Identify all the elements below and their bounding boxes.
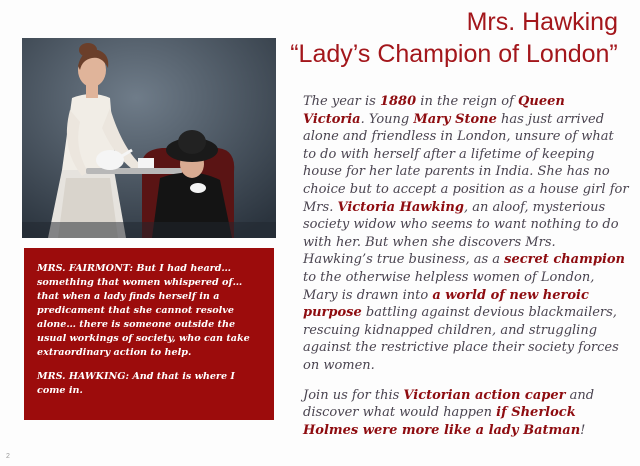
text-run: and discover what would happen <box>303 387 595 421</box>
highlight-secret-champion: secret champion <box>504 252 626 268</box>
text-run: The year is <box>303 94 380 109</box>
text-run: . Young <box>360 111 414 127</box>
production-photo <box>22 38 276 238</box>
slide-subtitle: “Lady’s Champion of London” <box>290 40 618 68</box>
page-number: 2 <box>6 453 10 460</box>
highlight-lady-batman: if Sherlock Holmes were more like a lady Batman <box>303 405 581 438</box>
highlight-queen-victoria: Queen Victoria <box>303 94 565 127</box>
text-run: in the reign of <box>416 94 519 109</box>
highlight-victoria-hawking: Victoria Hawking <box>337 199 464 215</box>
synopsis-paragraph-2 <box>303 387 629 440</box>
text-run: , an aloof, mysterious society widow who seems to want nothing to do with her. But when she discovers Mrs. Hawking’s true business, as a <box>303 199 619 268</box>
quote-box <box>24 248 274 420</box>
text-run: battling against devious blackmailers, rescuing kidnapped children, and struggling against the restrictive place their society forces on women. <box>303 305 619 373</box>
production-photo-illustration <box>22 38 276 238</box>
quote-line-mrs-hawking: MRS. HAWKING: And that is where I come in. <box>37 371 235 396</box>
synopsis-paragraph-1 <box>303 93 629 375</box>
text-run: ! <box>580 422 586 438</box>
highlight-action-caper: Victorian action caper <box>403 387 566 403</box>
highlight-year: 1880 <box>379 94 417 109</box>
highlight-heroic-purpose: a world of new heroic purpose <box>303 287 589 321</box>
text-run: to the otherwise helpless women of London, Mary is drawn into <box>303 269 595 303</box>
slide-title: Mrs. Hawking <box>466 8 618 36</box>
text-run: Join us for this <box>303 387 404 403</box>
highlight-mary-stone: Mary Stone <box>413 111 497 127</box>
synopsis-text <box>303 93 629 451</box>
text-run: has just arrived alone and friendless in London, unsure of what to do with herself after a lifetime of keeping house for her late parents in India. She has no choice but to accept a position as a house girl for Mrs. <box>303 111 629 215</box>
quote-line-mrs-fairmont: MRS. FAIRMONT: But I had heard… something that women whispered of… that when a lady finds herself in a predicament that she cannot resolve alone… there is someone outside the usual workings of society, who can take extraordinary action to help. <box>37 263 250 358</box>
